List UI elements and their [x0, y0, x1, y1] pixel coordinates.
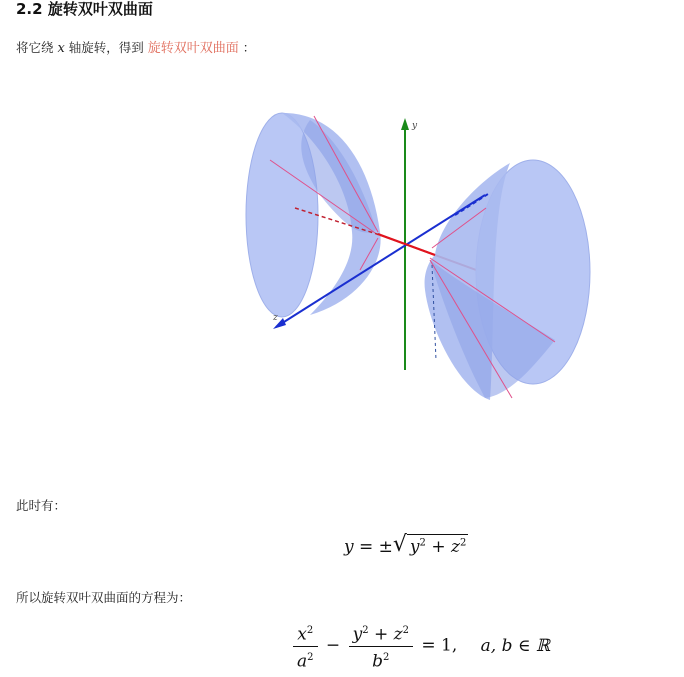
hyperboloid-link[interactable]: 旋转双叶双曲面 [147, 41, 239, 56]
z-axis-label: z [273, 313, 278, 323]
section-title: 旋转双叶双曲面 [47, 0, 153, 18]
eq2-minus: − [325, 635, 341, 656]
eq2-frac1-num: x [297, 624, 307, 645]
eq1-lhs: y [344, 537, 354, 557]
hyperboloid-plot [240, 100, 600, 430]
eq1-rad-b: z [450, 537, 460, 557]
intro-middle: 轴旋转，得到 [64, 40, 148, 55]
eq2-frac1-den: a [297, 651, 308, 672]
equation-2 [290, 620, 550, 672]
eq2-frac2-den: b [372, 651, 384, 672]
eq2-fraction-2 [349, 620, 413, 672]
intro-variable: x [57, 41, 65, 56]
eq2-equals: = 1, [421, 635, 458, 656]
intro-sentence [16, 37, 255, 56]
eq2-frac2-num-b-exp: 2 [402, 625, 409, 636]
eq2-frac1-num-exp: 2 [306, 625, 314, 636]
x-axis-center [378, 234, 435, 255]
paragraph-1: 此时有： [16, 498, 67, 513]
eq1-exp-b: 2 [459, 537, 467, 549]
eq1-pm: ± [378, 537, 393, 557]
eq1-exp-a: 2 [419, 537, 426, 549]
eq1-op: = [359, 537, 374, 557]
paragraph-2: 所以旋转双叶双曲面的方程为： [16, 590, 192, 605]
eq2-frac2-num-b: z [393, 624, 403, 645]
section-number: 2.2 [16, 0, 43, 18]
eq2-condition: a, b ∈ ℝ [480, 635, 551, 656]
eq1-rad-a: y [409, 537, 420, 557]
eq2-frac2-num-a-exp: 2 [362, 625, 369, 636]
intro-after: ： [238, 40, 256, 55]
eq1-plus: + [431, 537, 446, 557]
hyperboloid-figure [240, 100, 600, 430]
eq1-sqrt [393, 534, 468, 557]
y-axis-label: y [412, 121, 418, 131]
sqrt-sign: √ [392, 532, 407, 557]
intro-before: 将它绕 [16, 40, 58, 55]
section-heading [16, 0, 153, 19]
eq2-frac1-den-exp: 2 [307, 651, 314, 663]
eq2-frac2-den-exp: 2 [383, 651, 390, 663]
equation-1 [344, 534, 468, 557]
y-axis-arrow [401, 118, 409, 130]
eq2-frac2-num-a: y [352, 624, 363, 645]
eq2-fraction-1 [293, 620, 318, 672]
eq2-plus: + [373, 624, 389, 645]
